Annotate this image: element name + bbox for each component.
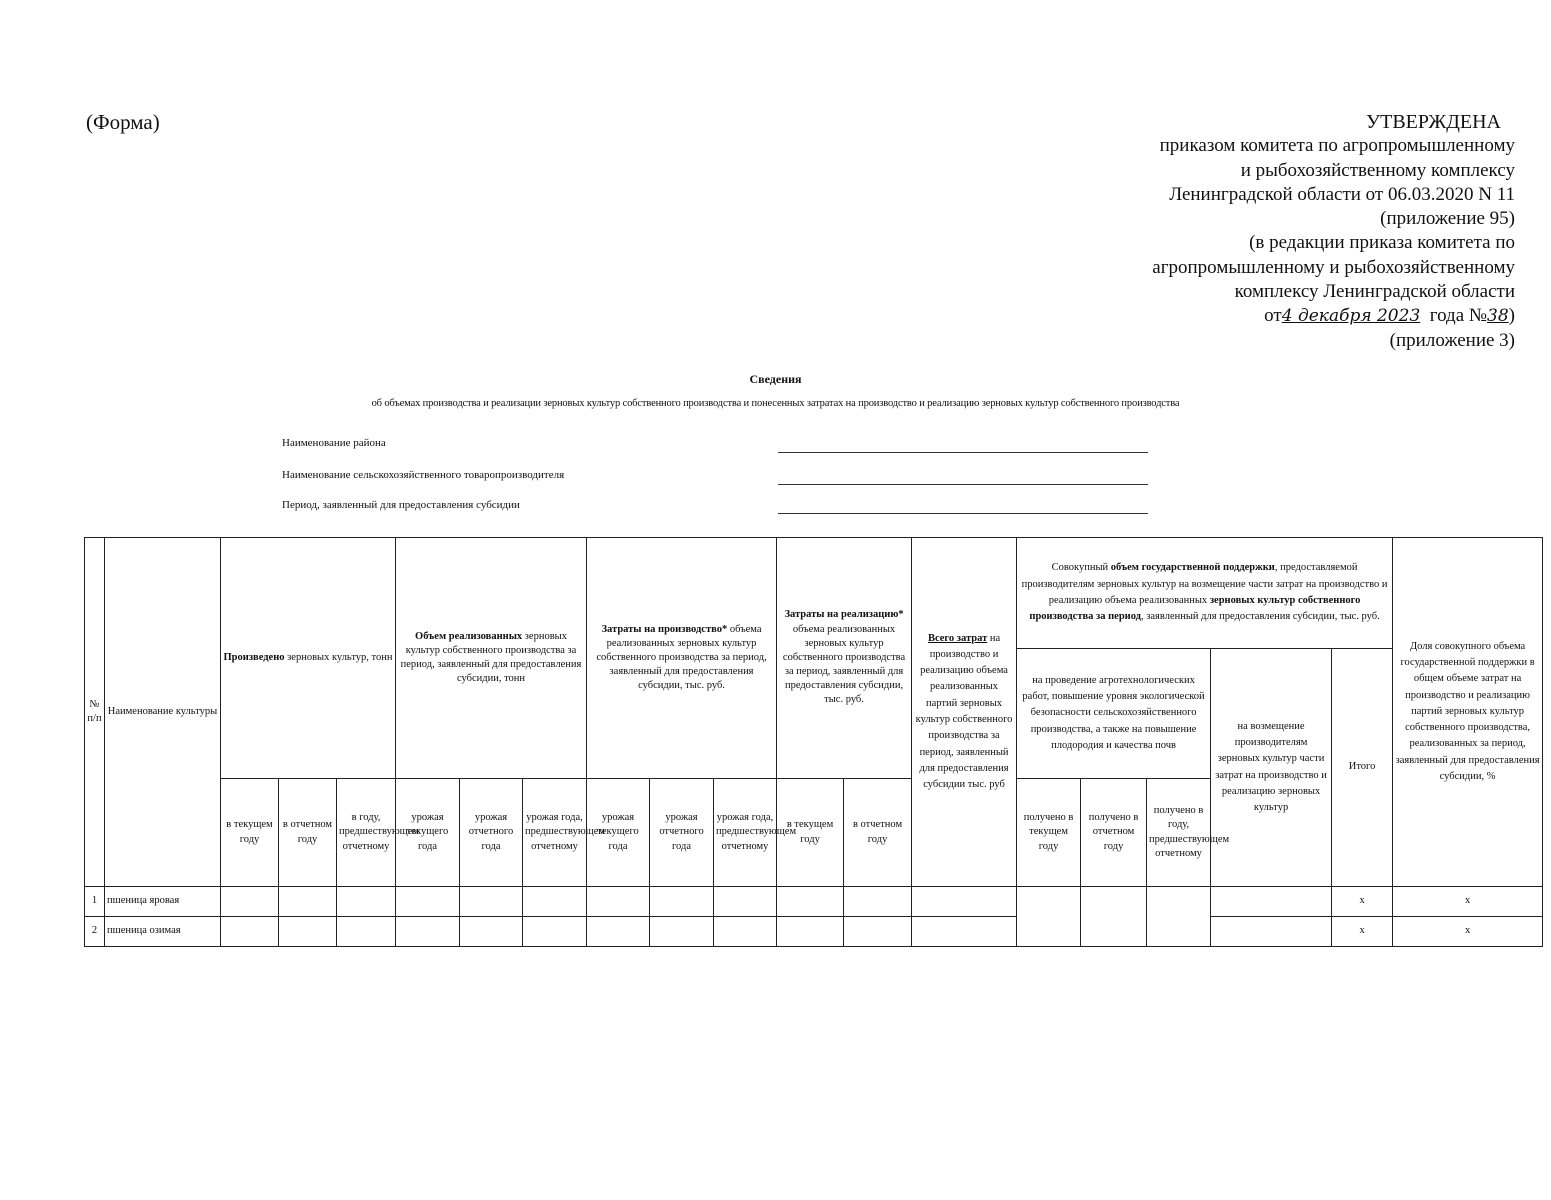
- sub-produced-current: в текущем году: [221, 779, 279, 887]
- cell[interactable]: [777, 887, 844, 917]
- header-produced: [221, 538, 396, 779]
- row-num: 1: [85, 887, 105, 917]
- cell[interactable]: [844, 887, 912, 917]
- cell[interactable]: [221, 917, 279, 947]
- header-cost-production-bold: Затраты на производство*: [601, 623, 728, 635]
- document-subtitle: об объемах производства и реализации зерновых культур собственного производства и понесенных затратах на производство и реализацию зерновых культур собственного производства: [371, 398, 1180, 409]
- cell[interactable]: [279, 887, 337, 917]
- header-total-text: на производство и реализацию объема реализованных партий зерновых культур собственного производства за период, заявленный для предоставления субсидии тыс. руб: [915, 632, 1013, 791]
- header-support-share: Доля совокупного объема государственной поддержки в общем объеме затрат на производство и реализацию партий зерновых культур собственного производства, реализованных за период, заявленный для предоставления субсидии, %: [1393, 538, 1543, 887]
- cell[interactable]: [844, 917, 912, 947]
- header-sold: [396, 538, 587, 779]
- field-line-period[interactable]: [778, 513, 1148, 514]
- header-state-support: [1017, 538, 1393, 649]
- support-text-a: Совокупный: [1051, 562, 1111, 574]
- cell[interactable]: [650, 917, 714, 947]
- cell[interactable]: [1211, 887, 1332, 917]
- amendment-line: [995, 304, 1515, 328]
- cell[interactable]: [221, 887, 279, 917]
- cell[interactable]: [714, 917, 777, 947]
- cell[interactable]: [396, 917, 460, 947]
- appendix-line: (приложение 3): [1389, 329, 1515, 351]
- cell[interactable]: [1147, 887, 1211, 947]
- sub-cost-harvest-current: урожая текущего года: [587, 779, 650, 887]
- row-num: 2: [85, 917, 105, 947]
- cell[interactable]: [523, 917, 587, 947]
- cell[interactable]: [1081, 887, 1147, 947]
- header-sold-text: зерновых культур собственного производства за период, заявленный для предоставления субсидии, тонн: [400, 630, 582, 685]
- sub-sale-reporting: в отчетном году: [844, 779, 912, 887]
- cell[interactable]: [650, 887, 714, 917]
- support-text-b: объем государственной поддержки: [1110, 562, 1275, 574]
- cell[interactable]: [1211, 917, 1332, 947]
- header-reimbursement: на возмещение производителям зерновых культур части затрат на производство и реализацию зерновых культур: [1211, 649, 1332, 887]
- sub-received-previous: получено в году, предшествующем отчетному: [1147, 779, 1211, 887]
- field-label-period: Период, заявленный для предоставления субсидии: [282, 499, 520, 511]
- row-share: х: [1393, 887, 1543, 917]
- sub-cost-harvest-reporting: урожая отчетного года: [650, 779, 714, 887]
- approval-line: Ленинградской области от 06.03.2020 N 11: [1169, 183, 1515, 205]
- field-line-producer[interactable]: [778, 484, 1148, 485]
- sub-produced-previous: в году, предшествующем отчетному: [337, 779, 396, 887]
- sub-produced-reporting: в отчетном году: [279, 779, 337, 887]
- cell[interactable]: [396, 887, 460, 917]
- cell[interactable]: [460, 887, 523, 917]
- cell[interactable]: [1017, 887, 1081, 947]
- cell[interactable]: [587, 887, 650, 917]
- row-crop-name: пшеница озимая: [105, 917, 221, 947]
- sub-sold-harvest-reporting: урожая отчетного года: [460, 779, 523, 887]
- sub-sale-current: в текущем году: [777, 779, 844, 887]
- header-itogo: Итого: [1332, 649, 1393, 887]
- field-label-district: Наименование района: [282, 437, 386, 449]
- header-total-costs: [912, 538, 1017, 887]
- header-sold-bold: Объем реализованных: [415, 630, 523, 642]
- sub-sold-harvest-current: урожая текущего года: [396, 779, 460, 887]
- approval-block: [995, 110, 1515, 353]
- header-num: № п/п: [85, 538, 105, 887]
- header-cost-sale-text: объема реализованных зерновых культур собственного производства за период, заявленный для предоставления субсидии, тыс. руб.: [782, 623, 906, 706]
- field-line-district[interactable]: [778, 452, 1148, 453]
- support-text-d: зерновых культур собственного производства за период: [1029, 595, 1361, 623]
- cell[interactable]: [523, 887, 587, 917]
- header-total-bold: Всего затрат: [927, 632, 988, 644]
- cell[interactable]: [587, 917, 650, 947]
- row-share: х: [1393, 917, 1543, 947]
- sub-received-reporting: получено в отчетном году: [1081, 779, 1147, 887]
- support-text-c: , предоставляемой производителям зерновых культур на возмещение части затрат на производство и реализацию объема реализованных: [1021, 562, 1388, 606]
- cell[interactable]: [460, 917, 523, 947]
- cell[interactable]: [777, 917, 844, 947]
- approval-line: (в редакции приказа комитета по: [1249, 232, 1515, 254]
- amend-close: ): [1508, 305, 1515, 327]
- approval-line: приказом комитета по агропромышленному: [1159, 135, 1515, 157]
- document-title: Сведения: [749, 372, 802, 386]
- form-label: (Форма): [86, 110, 160, 134]
- cell[interactable]: [337, 887, 396, 917]
- header-cost-production-text: объема реализованных зерновых культур собственного производства за период, заявленный для предоставления субсидии, тыс. руб.: [596, 623, 767, 692]
- approval-line: агропромышленному и рыбохозяйственному: [1152, 256, 1515, 278]
- approval-line: комплексу Ленинградской области: [1234, 281, 1515, 303]
- cell[interactable]: [714, 887, 777, 917]
- sub-received-current: получено в текущем году: [1017, 779, 1081, 887]
- header-cost-production: [587, 538, 777, 779]
- cell[interactable]: [279, 917, 337, 947]
- amend-from: от: [1264, 305, 1282, 327]
- header-cost-sale-bold: Затраты на реализацию*: [784, 609, 904, 621]
- approval-line: и рыбохозяйственному комплексу: [1240, 159, 1515, 181]
- header-cost-sale: [777, 538, 912, 779]
- header-produced-text: зерновых культур, тонн: [284, 651, 393, 663]
- field-label-producer: Наименование сельскохозяйственного товаропроизводителя: [282, 469, 565, 481]
- header-produced-bold: Произведено: [223, 651, 285, 663]
- header-agro-works: на проведение агротехнологических работ, повышение уровня экологической безопасности сельскохозяйственного производства, а также на повышение плодородия и качества почв: [1017, 649, 1211, 779]
- row-itogo: х: [1332, 917, 1393, 947]
- sub-cost-harvest-previous: урожая года, предшествующем отчетному: [714, 779, 777, 887]
- header-crop-name: Наименование культуры: [105, 538, 221, 887]
- cell[interactable]: [912, 917, 1017, 947]
- sub-sold-harvest-previous: урожая года, предшествующем отчетному: [523, 779, 587, 887]
- support-text-e: , заявленный для предоставления субсидии, тыс. руб.: [1141, 611, 1380, 623]
- amend-year: года №: [1429, 305, 1488, 327]
- row-crop-name: пшеница яровая: [105, 887, 221, 917]
- data-table: [84, 537, 1543, 947]
- row-itogo: х: [1332, 887, 1393, 917]
- approval-line: (приложение 95): [1380, 208, 1515, 230]
- approved-title: УТВЕРЖДЕНА: [1365, 111, 1501, 133]
- handwritten-number: 38: [1487, 306, 1509, 327]
- handwritten-date: 4 декабря 2023: [1281, 306, 1421, 327]
- cell[interactable]: [337, 917, 396, 947]
- cell[interactable]: [912, 887, 1017, 917]
